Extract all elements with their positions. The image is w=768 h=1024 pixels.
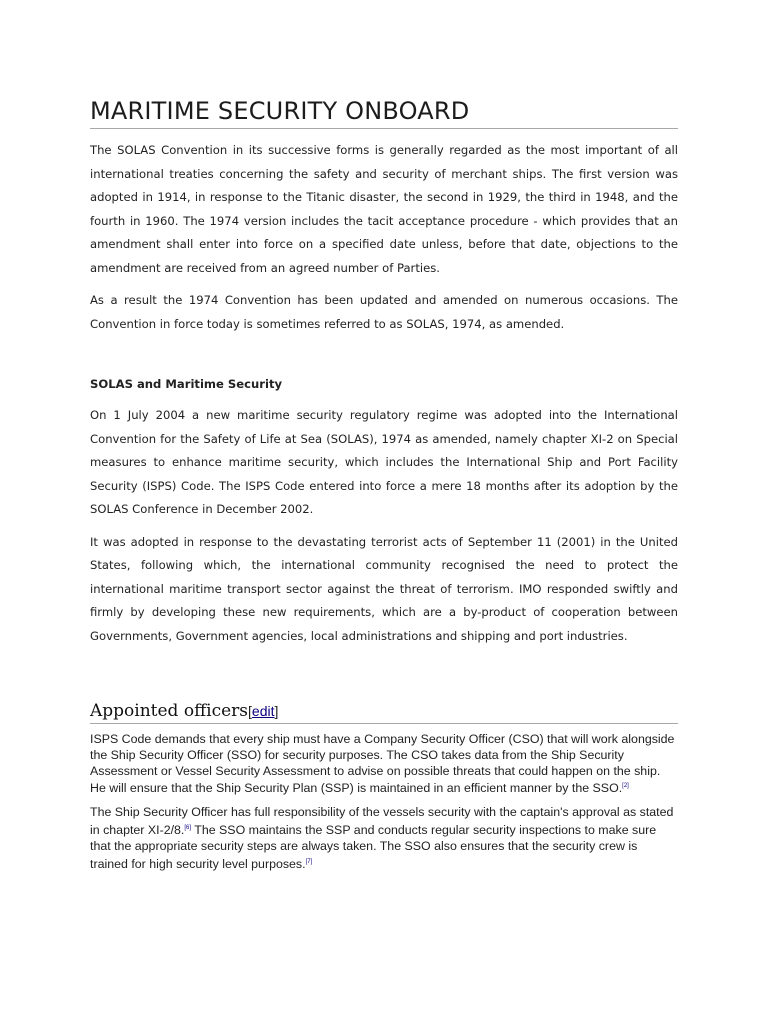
section-heading: SOLAS and Maritime Security [90, 377, 283, 391]
edit-open-bracket: [ [248, 703, 252, 719]
wiki-paragraph-1-text: ISPS Code demands that every ship must have a Company Security Officer (CSO) that will work alongside the Ship Security Officer (SSO) for security purposes. The CSO takes data from the Ship Security Assessment or Vessel Security Assessment to advise on possible threats that could happen on the ship. He will ensure that the Ship Security Plan (SSP) is maintained in an efficient manner by the SSO. [90, 732, 675, 796]
reference-link[interactable]: [7] [305, 858, 313, 865]
document-body [90, 96, 678, 648]
wiki-paragraph-2b-text: The SSO maintains the SSP and conducts regular security inspections to make sure that the appropriate security steps are always taken. The SSO also ensures that the security crew is trained for high security level purposes. [90, 823, 657, 871]
intro-paragraph-2: As a result the 1974 Convention has been updated and amended on numerous occasions. The Convention in force today is sometimes referred to as SOLAS, 1974, as amended. [90, 293, 678, 331]
appointed-officers-title: Appointed officers [90, 701, 249, 721]
reference-link[interactable]: [2] [622, 783, 629, 790]
intro-paragraph-1: The SOLAS Convention in its successive forms is generally regarded as the most important of all international treaties concerning the safety and security of merchant ships. The first version was adopted in 1914, in response to the Titanic disaster, the second in 1929, the third in 1948, and the fourth in 1960. The 1974 version includes the tacit acceptance procedure - which provides that an amendment shall enter into force on a specified date unless, before that date, objections to the amendment are received from an agreed number of Parties. [90, 143, 678, 275]
section-paragraph-2: It was adopted in response to the devastating terrorist acts of September 11 (2001) in the United States, following which, the international community recognised the need to protect the international maritime transport sector against the threat of terrorism. IMO responded swiftly and firmly by developing these new requirements, which are a by-product of cooperation between Governments, Government agencies, local administrations and shipping and port industries. [90, 534, 678, 643]
edit-close-bracket: ] [274, 703, 279, 719]
appointed-officers-heading [90, 700, 678, 724]
wiki-paragraph-2 [90, 805, 678, 872]
reference-link[interactable]: [6] [184, 825, 192, 832]
wiki-paragraph-2a-text: The Ship Security Officer has full responsibility of the vessels security with the captain's approval as stated in chapter XI-2/8. [90, 805, 674, 838]
page-title: MARITIME SECURITY ONBOARD [90, 96, 678, 129]
appointed-officers-body [90, 732, 678, 873]
wiki-paragraph-1 [90, 732, 678, 797]
edit-link[interactable]: edit [251, 703, 275, 719]
section-paragraph-1: On 1 July 2004 a new maritime security regulatory regime was adopted into the International Convention for the Safety of Life at Sea (SOLAS), 1974 as amended, namely chapter XI-2 on Special measures to enhance maritime security, which includes the International Ship and Port Facility Security (ISPS) Code. The ISPS Code entered into force a mere 18 months after its adoption by the SOLAS Conference in December 2002. [90, 408, 678, 516]
